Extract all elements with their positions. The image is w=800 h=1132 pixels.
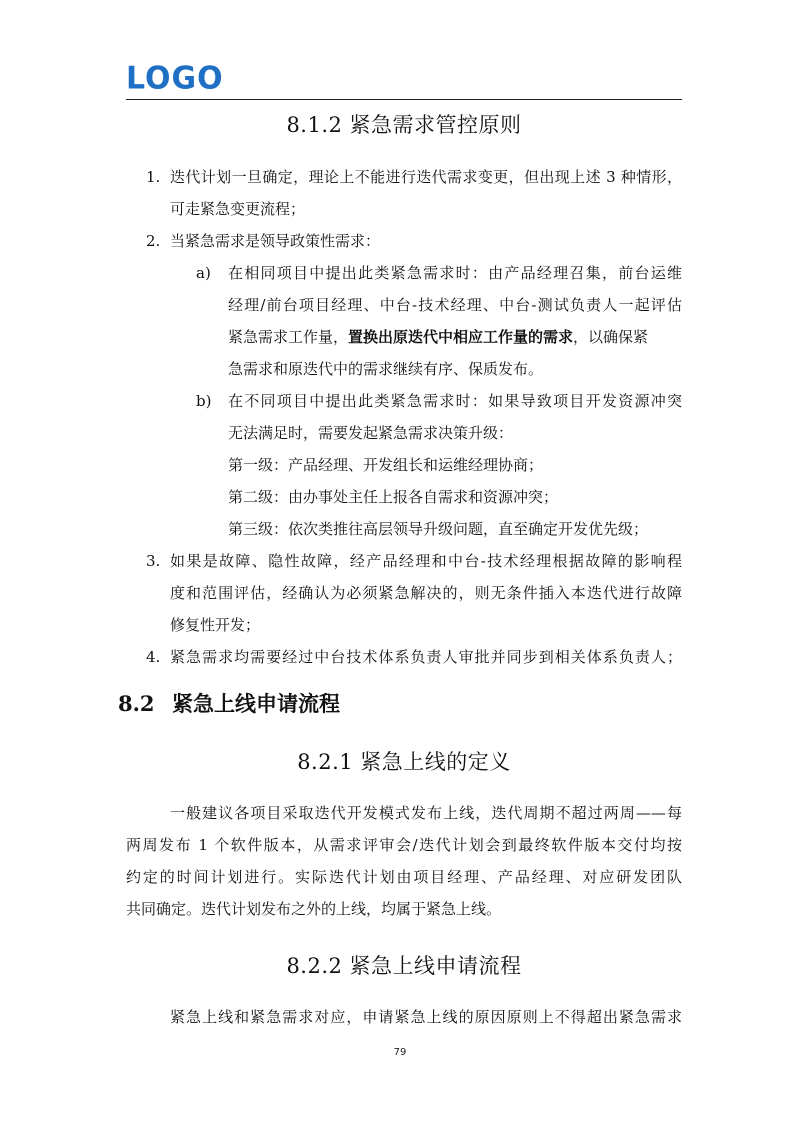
item-3-line-1: 如果是故障、隐性故障，经产品经理和中台-技术经理根据故障的影响程 — [170, 552, 682, 570]
sub-b-level-1: 第一级：产品经理、开发组长和运维经理协商； — [228, 456, 544, 474]
page-number: 79 — [393, 1047, 407, 1058]
sub-a-line-3-bold: 置换出原迭代中相应工作量的需求 — [348, 328, 574, 346]
item-4-number: 4. — [146, 648, 161, 666]
item-1-line-1: 迭代计划一旦确定，理论上不能进行迭代需求变更，但出现上述 3 种情形， — [170, 168, 682, 186]
sub-a-line-3 — [228, 326, 648, 348]
logo: LOGO — [126, 60, 224, 97]
section-8-2-1-line-2: 两周发布 1 个软件版本，从需求评审会/迭代计划会到最终软件版本交付均按 — [126, 836, 682, 854]
item-3-line-2: 度和范围评估，经确认为必须紧急解决的，则无条件插入本迭代进行故障 — [170, 584, 682, 602]
sub-a-number: a) — [196, 264, 211, 282]
sub-a-line-4: 急需求和原迭代中的需求继续有序、保质发布。 — [228, 360, 544, 378]
sub-b-line-2: 无法满足时，需要发起紧急需求决策升级： — [228, 424, 514, 442]
item-1-line-2: 可走紧急变更流程； — [170, 200, 306, 218]
item-4-line-1: 紧急需求均需要经过中台技术体系负责人审批并同步到相关体系负责人； — [170, 648, 682, 666]
header-rule — [126, 99, 682, 100]
section-8-2-2-title: 8.2.2 紧急上线申请流程 — [286, 954, 522, 978]
item-1-number: 1. — [146, 168, 161, 186]
section-8-2-2-line-1: 紧急上线和紧急需求对应，申请紧急上线的原因原则上不得超出紧急需求 — [170, 1008, 682, 1026]
item-3-line-3: 修复性开发； — [170, 616, 261, 634]
sub-b-level-3: 第三级：依次类推往高层领导升级问题，直至确定开发优先级； — [228, 520, 649, 538]
sub-b-number: b) — [196, 392, 212, 410]
sub-a-line-3-post: ，以确保紧 — [573, 328, 649, 346]
section-8-2-1-line-3: 约定的时间计划进行。实际迭代计划由项目经理、产品经理、对应研发团队 — [126, 868, 682, 886]
sub-a-line-2: 经理/前台项目经理、中台-技术经理、中台-测试负责人一起评估 — [228, 296, 682, 314]
section-8-2-heading — [118, 690, 340, 718]
section-8-2-number: 8.2 — [118, 691, 155, 716]
section-8-2-title: 紧急上线申请流程 — [172, 691, 340, 716]
sub-b-line-1: 在不同项目中提出此类紧急需求时：如果导致项目开发资源冲突 — [228, 392, 682, 410]
section-8-2-1-line-4: 共同确定。迭代计划发布之外的上线，均属于紧急上线。 — [126, 900, 502, 918]
item-3-number: 3. — [146, 552, 161, 570]
sub-a-line-3-pre: 紧急需求工作量， — [228, 328, 349, 346]
section-8-2-1-line-1: 一般建议各项目采取迭代开发模式发布上线，迭代周期不超过两周——每 — [170, 804, 682, 822]
item-2-number: 2. — [146, 232, 161, 250]
sub-b-level-2: 第二级：由办事处主任上报各自需求和资源冲突； — [228, 488, 559, 506]
section-8-1-2-title: 8.1.2 紧急需求管控原则 — [286, 113, 522, 137]
section-8-2-1-title: 8.2.1 紧急上线的定义 — [297, 750, 511, 774]
sub-a-line-1: 在相同项目中提出此类紧急需求时：由产品经理召集，前台运维 — [228, 264, 682, 282]
item-2-line-1: 当紧急需求是领导政策性需求： — [170, 232, 381, 250]
